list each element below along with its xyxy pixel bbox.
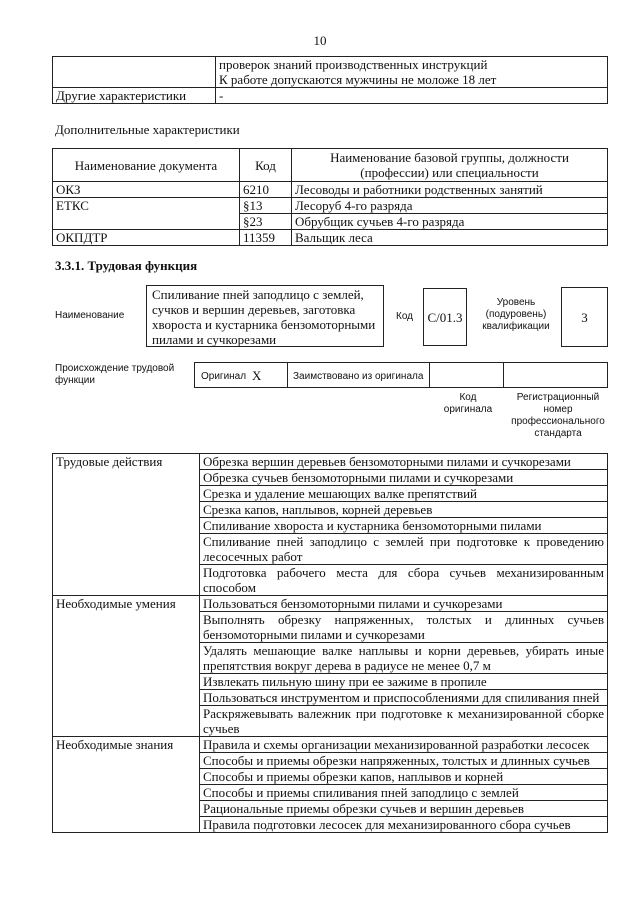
additional-heading: Дополнительные характеристики xyxy=(55,122,240,137)
item-cell: Спиливание хвороста и кустарника бензомоторными пилами xyxy=(200,518,608,534)
item-cell: Способы и приемы спиливания пней заподлицо с землей xyxy=(200,785,608,801)
value-cell: - xyxy=(216,88,608,104)
table-header-row xyxy=(53,149,608,182)
divider xyxy=(287,363,288,387)
table-cell: Вальщик леса xyxy=(292,230,608,246)
table-row xyxy=(53,198,608,214)
label-cell xyxy=(53,57,216,88)
item-cell: Обрезка вершин деревьев бензомоторными пилами и сучкорезами xyxy=(200,454,608,470)
table-row xyxy=(53,182,608,198)
item-cell: Способы и приемы обрезки капов, наплывов и корней xyxy=(200,769,608,785)
header-cell: Код xyxy=(240,149,292,182)
original-mark: Х xyxy=(252,368,262,383)
table-cell: Обрубщик сучьев 4-го разряда xyxy=(292,214,608,230)
item-cell: Способы и приемы обрезки напряженных, толстых и длинных сучьев xyxy=(200,753,608,769)
category-cell: Трудовые действия xyxy=(53,454,200,596)
item-cell: Раскряжевывать валежник при подготовке к механизированной сборке сучьев xyxy=(200,706,608,737)
text-line: К работе допускаются мужчины не моложе 18 лет xyxy=(219,72,497,87)
item-cell: Обрезка сучьев бензомоторными пилами и сучкорезами xyxy=(200,470,608,486)
table-row xyxy=(53,596,608,612)
borrowed-label: Заимствовано из оригинала xyxy=(293,371,424,382)
top-table xyxy=(52,56,608,104)
table-cell: Лесоруб 4-го разряда xyxy=(292,198,608,214)
label-cell: Другие характеристики xyxy=(53,88,216,104)
section-title: 3.3.1. Трудовая функция xyxy=(55,258,198,273)
table-row xyxy=(53,454,608,470)
item-cell: Пользоваться инструментом и приспособлениями для спиливания пней xyxy=(200,690,608,706)
value-cell xyxy=(216,57,608,88)
level-label: Уровень (подуровень) квалификации xyxy=(482,297,550,332)
table-cell: 11359 xyxy=(240,230,292,246)
table-row xyxy=(53,230,608,246)
category-cell: Необходимые умения xyxy=(53,596,200,737)
code-label: Код xyxy=(396,311,414,322)
item-cell: Срезка и удаление мешающих валке препятствий xyxy=(200,486,608,502)
document-table xyxy=(52,148,608,246)
origin-label: Происхождение трудовой функции xyxy=(55,363,175,386)
code-caption: Код оригинала xyxy=(443,392,493,415)
item-cell: Срезка капов, наплывов, корней деревьев xyxy=(200,502,608,518)
item-cell: Правила подготовки лесосек для механизированного сбора сучьев xyxy=(200,817,608,833)
table-cell: §13 xyxy=(240,198,292,214)
table-cell: 6210 xyxy=(240,182,292,198)
table-cell: ОКЗ xyxy=(53,182,240,198)
labor-function-table xyxy=(52,453,608,833)
divider xyxy=(503,363,504,387)
item-cell: Извлекать пильную шину при ее зажиме в пропиле xyxy=(200,674,608,690)
origin-box xyxy=(194,362,608,388)
table-cell: §23 xyxy=(240,214,292,230)
header-cell: Наименование базовой группы, должности (профессии) или специальности xyxy=(292,149,608,182)
item-cell: Удалять мешающие валке наплывы и корни деревьев, убирать иные препятствия вокруг дерева в радиусе не менее 0,7 м xyxy=(200,643,608,674)
table-row xyxy=(53,737,608,753)
item-cell: Рациональные приемы обрезки сучьев и вершин деревьев xyxy=(200,801,608,817)
item-cell: Спиливание пней заподлицо с землей при подготовке к проведению лесосечных работ xyxy=(200,534,608,565)
table-cell: ОКПДТР xyxy=(53,230,240,246)
code-value-box: С/01.3 xyxy=(423,288,467,346)
category-cell: Необходимые знания xyxy=(53,737,200,833)
text-line: проверок знаний производственных инструкций xyxy=(219,57,488,72)
name-label: Наименование xyxy=(55,310,125,321)
divider xyxy=(429,363,430,387)
function-name-box: Спиливание пней заподлицо с землей, сучков и вершин деревьев, заготовка хвороста и кустарника бензомоторными пилами и сучкорезами xyxy=(146,285,384,347)
table-cell: ЕТКС xyxy=(53,198,240,230)
table-row xyxy=(53,88,608,104)
page-number: 10 xyxy=(313,33,327,48)
original-label: Оригинал xyxy=(201,371,247,382)
item-cell: Пользоваться бензомоторными пилами и сучкорезами xyxy=(200,596,608,612)
item-cell: Выполнять обрезку напряженных, толстых и длинных сучьев бензомоторными пилами и сучкорезами xyxy=(200,612,608,643)
reg-caption: Регистрационный номер профессионального стандарта xyxy=(511,392,605,439)
header-cell: Наименование документа xyxy=(53,149,240,182)
level-value-box: 3 xyxy=(561,287,608,347)
item-cell: Правила и схемы организации механизированной разработки лесосек xyxy=(200,737,608,753)
table-cell: Лесоводы и работники родственных занятий xyxy=(292,182,608,198)
item-cell: Подготовка рабочего места для сбора сучьев механизированным способом xyxy=(200,565,608,596)
table-row xyxy=(53,57,608,88)
